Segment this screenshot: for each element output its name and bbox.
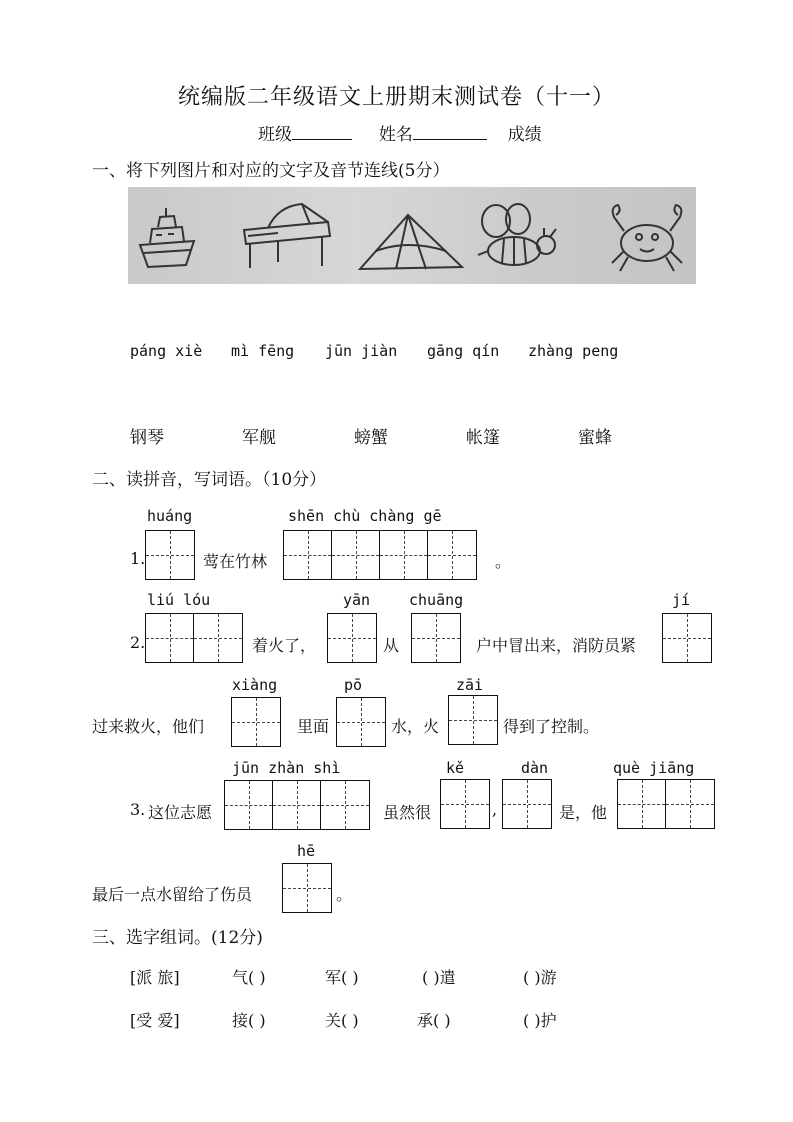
question-text: 最后一点水留给了伤员 (92, 885, 253, 904)
question-text: 从 (383, 636, 400, 655)
question-text: 这位志愿 (148, 803, 213, 822)
pinyin-prompt: què jiāng (613, 759, 695, 777)
question-text: 水，火 (391, 717, 440, 736)
question-text: 得到了控制。 (503, 717, 600, 736)
page-title: 统编版二年级语文上册期末测试卷（十一） (177, 85, 615, 110)
class-label: 班级 (258, 125, 292, 145)
answer-grid[interactable] (145, 613, 243, 663)
pinyin-option[interactable]: jūn jiàn (325, 342, 398, 360)
choice-chars: [派 旅] (130, 968, 180, 987)
answer-grid[interactable] (145, 530, 195, 580)
choice-chars: [受 爱] (130, 1011, 180, 1030)
pinyin-prompt: xiàng (232, 676, 278, 694)
question-text: 。 (495, 552, 512, 571)
class-blank[interactable] (292, 121, 352, 140)
pinyin-prompt: hē (297, 842, 316, 860)
question-number: 2. (130, 633, 146, 652)
fill-item[interactable]: 气( ) (232, 968, 266, 987)
student-info (258, 120, 542, 145)
pinyin-prompt: chuāng (409, 591, 464, 609)
answer-grid[interactable] (224, 780, 370, 830)
answer-grid[interactable] (411, 613, 461, 663)
name-blank[interactable] (413, 121, 487, 140)
pinyin-prompt: huáng (147, 507, 193, 525)
score-label: 成绩 (507, 125, 542, 145)
name-label: 姓名 (378, 125, 413, 145)
word-option[interactable]: 钢琴 (130, 428, 164, 448)
piano-icon (238, 202, 338, 274)
section2-heading: 二、读拼音，写词语。（10分） (92, 470, 327, 490)
answer-grid[interactable] (327, 613, 377, 663)
pinyin-prompt: kě (446, 759, 465, 777)
question-text: 是，他 (559, 803, 608, 822)
question-text: 虽然很 (383, 803, 432, 822)
crab-icon (602, 201, 692, 277)
question-number: 3. (130, 800, 146, 819)
answer-grid[interactable] (662, 613, 712, 663)
question-number: 1. (130, 549, 146, 568)
question-text: 里面 (297, 717, 330, 736)
matching-pictures (128, 187, 696, 284)
pinyin-prompt: dàn (521, 759, 549, 777)
question-text: 。 (336, 885, 353, 904)
pinyin-prompt: shēn chù chàng gē (288, 507, 442, 525)
question-text: 过来救火，他们 (92, 717, 205, 736)
word-option[interactable]: 螃蟹 (354, 428, 388, 448)
fill-item[interactable]: 承( ) (417, 1011, 451, 1030)
answer-grid[interactable] (336, 697, 386, 747)
pinyin-option[interactable]: gāng qín (427, 342, 500, 360)
answer-grid[interactable] (282, 863, 332, 913)
section3-heading: 三、选字组词。(12分) (92, 928, 263, 948)
pinyin-prompt: liú lóu (147, 591, 211, 609)
tent-icon (356, 209, 466, 275)
question-text: 户中冒出来，消防员紧 (476, 636, 637, 655)
answer-grid[interactable] (617, 779, 715, 829)
fill-item[interactable]: ( )遣 (422, 968, 456, 987)
pinyin-option[interactable]: páng xiè (130, 342, 203, 360)
pinyin-prompt: jí (672, 591, 691, 609)
word-option[interactable]: 军舰 (242, 428, 276, 448)
pinyin-prompt: pō (344, 676, 363, 694)
fill-item[interactable]: 军( ) (325, 968, 359, 987)
section1-heading: 一、将下列图片和对应的文字及音节连线(5分） (92, 161, 450, 181)
ship-icon (136, 205, 198, 271)
answer-grid[interactable] (231, 697, 281, 747)
bee-icon (474, 201, 568, 275)
pinyin-option[interactable]: zhàng peng (528, 342, 619, 360)
pinyin-option[interactable]: mì fēng (231, 342, 295, 360)
question-text: 莺在竹林 (203, 552, 268, 571)
fill-item[interactable]: 接( ) (232, 1011, 266, 1030)
question-text: , (492, 800, 498, 819)
answer-grid[interactable] (283, 530, 477, 580)
answer-grid[interactable] (440, 779, 490, 829)
fill-item[interactable]: ( )护 (523, 1011, 557, 1030)
pinyin-prompt: jūn zhàn shì (232, 759, 341, 777)
answer-grid[interactable] (502, 779, 552, 829)
word-option[interactable]: 帐篷 (466, 428, 500, 448)
fill-item[interactable]: ( )游 (523, 968, 557, 987)
question-text: 着火了， (252, 636, 317, 655)
fill-item[interactable]: 关( ) (325, 1011, 359, 1030)
answer-grid[interactable] (448, 695, 498, 745)
word-option[interactable]: 蜜蜂 (578, 428, 612, 448)
pinyin-prompt: zāi (456, 676, 484, 694)
pinyin-prompt: yān (343, 591, 371, 609)
